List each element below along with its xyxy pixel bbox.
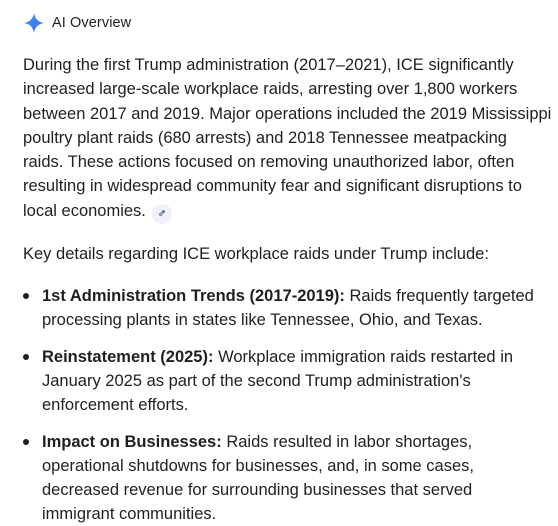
bullet-heading: 1st Administration Trends (2017-2019):	[42, 286, 345, 305]
bullet-dot	[23, 439, 29, 445]
bullet-text: Workplace immigration raids restarted in	[213, 347, 514, 366]
gemini-sparkle-icon	[23, 12, 45, 34]
bullet-heading: Impact on Businesses:	[42, 432, 222, 451]
summary-line: between 2017 and 2019. Major operations included the 2019 Mississippi	[23, 104, 552, 123]
summary-line: During the first Trump administration (2017–2021), ICE significantly	[23, 56, 514, 74]
link-icon	[156, 202, 168, 226]
summary-paragraph	[23, 53, 552, 224]
list-item	[23, 345, 558, 417]
list-item	[23, 284, 558, 332]
key-details-list	[23, 284, 558, 526]
summary-line: local economies.	[23, 201, 146, 220]
bullet-text: operational shutdowns for businesses, and, in some cases,	[42, 456, 474, 475]
bullet-text: immigrant communities.	[42, 504, 217, 523]
summary-line: resulting in widespread community fear and significant disruptions to	[23, 177, 522, 196]
bullet-dot	[23, 354, 29, 360]
bullet-text: Raids resulted in labor shortages,	[221, 432, 473, 451]
summary-line: increased large-scale workplace raids, arresting over 1,800 workers	[23, 80, 518, 99]
bullet-text: Raids frequently targeted	[344, 286, 534, 305]
key-details-intro: Key details regarding ICE workplace raids under Trump include:	[23, 244, 489, 263]
summary-line: poultry plant raids (680 arrests) and 2018 Tennessee meatpacking	[23, 128, 507, 147]
bullet-text: decreased revenue for surrounding businesses that served	[42, 480, 473, 499]
list-item	[23, 430, 558, 526]
bullet-dot	[23, 293, 29, 299]
ai-overview-title: AI Overview	[52, 15, 132, 31]
bullet-text: processing plants in states like Tennessee, Ohio, and Texas.	[42, 310, 483, 329]
source-link-button[interactable]	[152, 204, 172, 224]
summary-line: raids. These actions focused on removing unauthorized labor, often	[23, 153, 515, 172]
summary-last-line	[23, 199, 543, 224]
bullet-text: January 2025 as part of the second Trump administration's	[42, 371, 471, 390]
bullet-heading: Reinstatement (2025):	[42, 347, 214, 366]
ai-overview-header	[23, 11, 558, 35]
bullet-text: enforcement efforts.	[42, 395, 189, 414]
